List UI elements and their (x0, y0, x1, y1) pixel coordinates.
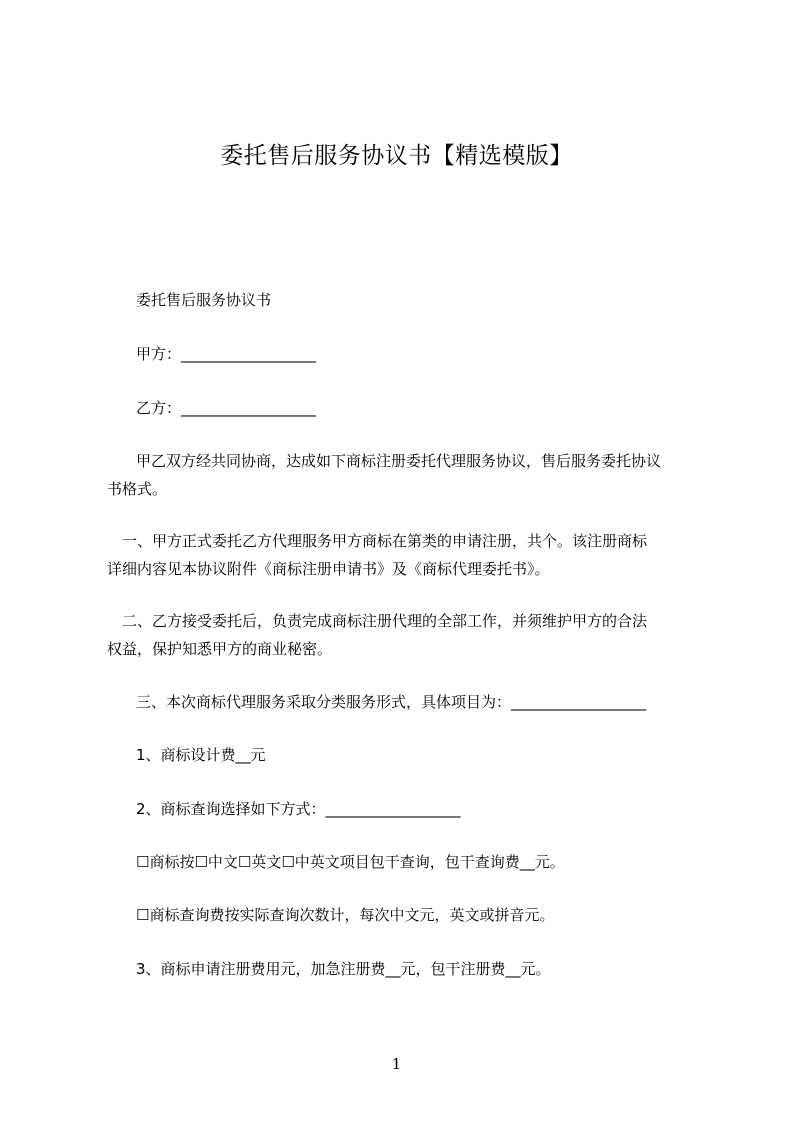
clause-3-blank: __________________ (511, 693, 647, 711)
clause-1-line1: 一、甲方正式委托乙方代理服务甲方商标在第类的申请注册，共个。该注册商标 (122, 532, 648, 550)
party-b-line (136, 393, 706, 423)
party-a-label: 甲方： (136, 345, 182, 363)
party-b-label: 乙方： (136, 399, 182, 417)
agreement-heading: 委托售后服务协议书 (136, 291, 272, 309)
clause-3-text: 三、本次商标代理服务采取分类服务形式，具体项目为： (136, 693, 512, 711)
clause-2-line1: 二、乙方接受委托后，负责完成商标注册代理的全部工作，并须维护甲方的合法 (122, 612, 648, 630)
party-b-blank: __________________ (181, 399, 317, 417)
option-1-line: ☐商标按☐中文☐英文☐中英文项目包干查询，包干查询费__元。 (136, 853, 565, 871)
item-3-registration-fee: 3、商标申请注册费用元，加急注册费__元，包干注册费__元。 (136, 960, 551, 978)
intro-paragraph-line1: 甲乙双方经共同协商，达成如下商标注册委托代理服务协议，售后服务委托协议 (136, 452, 662, 470)
intro-paragraph-line2: 书格式。 (107, 480, 168, 498)
item-2-text: 2、商标查询选择如下方式： (136, 800, 326, 818)
document-title: 委托售后服务协议书【精选模版】 (220, 143, 573, 169)
item-2-line (136, 794, 706, 824)
option-2-line: ☐商标查询费按实际查询次数计，每次中文元，英文或拼音元。 (136, 906, 555, 924)
party-a-line (136, 339, 706, 369)
party-a-blank: __________________ (181, 345, 317, 363)
clause-3-line (136, 687, 706, 717)
page-number: 1 (391, 1055, 402, 1073)
clause-2-line2: 权益，保护知悉甲方的商业秘密。 (107, 640, 333, 658)
clause-1-line2: 详细内容见本协议附件《商标注册申请书》及《商标代理委托书》。 (107, 560, 550, 578)
item-2-blank: __________________ (325, 800, 461, 818)
item-1-design-fee: 1、商标设计费__元 (136, 746, 266, 764)
